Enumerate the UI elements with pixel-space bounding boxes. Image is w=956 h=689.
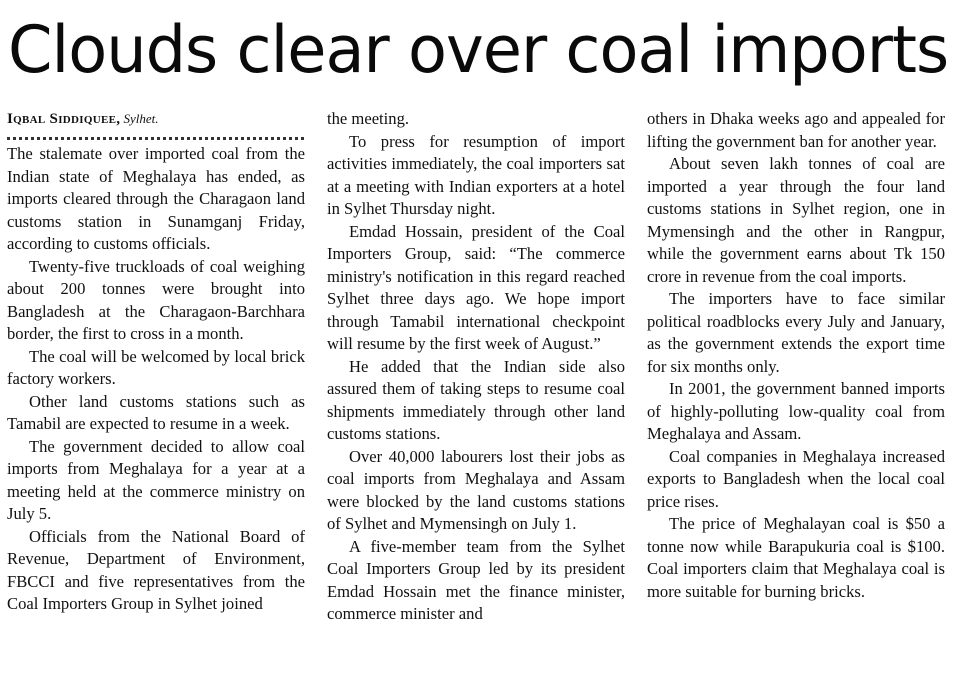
paragraph: Officials from the National Board of Revenue, Department of Environment, FBCCI and five representatives from the Coal Importers Group in Sylhet joined bbox=[7, 526, 305, 613]
paragraph: He added that the Indian side also assured them of taking steps to resume coal shipments immediately through other land customs stations. bbox=[327, 356, 625, 443]
dotted-divider bbox=[7, 130, 304, 140]
article-column-2 bbox=[327, 108, 625, 626]
paragraph: The coal will be welcomed by local brick factory workers. bbox=[7, 346, 305, 388]
paragraph: The importers have to face similar political roadblocks every July and January, as the government extends the export time for six months only. bbox=[647, 289, 945, 376]
paragraph: About seven lakh tonnes of coal are imported a year through the four land customs stations in Sylhet region, one in Mymensingh and the other in Rangpur, while the government earns about Tk 150 crore in revenue from the coal imports. bbox=[647, 154, 945, 286]
paragraph: Coal companies in Meghalaya increased exports to Bangladesh when the local coal price rises. bbox=[647, 446, 945, 511]
paragraph: In 2001, the government banned imports of highly-polluting low-quality coal from Meghalaya and Assam. bbox=[647, 379, 945, 443]
paragraph: Over 40,000 labourers lost their jobs as coal imports from Meghalaya and Assam were blocked by the land customs stations of Sylhet and Mymensingh on July 1. bbox=[327, 446, 625, 533]
article-column-3 bbox=[647, 108, 945, 603]
paragraph: Other land customs stations such as Tamabil are expected to resume in a week. bbox=[7, 391, 305, 433]
paragraph: To press for resumption of import activities immediately, the coal importers sat at a meeting with Indian exporters at a hotel in Sylhet Thursday night. bbox=[327, 131, 625, 218]
paragraph: The government decided to allow coal imports from Meghalaya for a year at a meeting held at the commerce ministry on July 5. bbox=[7, 436, 305, 523]
article-column-1 bbox=[7, 108, 305, 616]
paragraph: Twenty-five truckloads of coal weighing about 200 tonnes were brought into Bangladesh at the Charagaon-Barchhara border, the first to cross in a month. bbox=[7, 256, 305, 343]
paragraph-continued: the meeting. bbox=[327, 109, 410, 128]
paragraph: The price of Meghalayan coal is $50 a tonne now while Barapukuria coal is $100. Coal importers claim that Meghalaya coal is more suitable for burning bricks. bbox=[647, 514, 945, 601]
paragraph: The stalemate over imported coal from the Indian state of Meghalaya has ended, as imports cleared through the Charagaon land customs station in Sunamganj Friday, according to customs officials. bbox=[7, 144, 305, 253]
byline bbox=[7, 108, 305, 130]
paragraph-continued: others in Dhaka weeks ago and appealed for lifting the government ban for another year. bbox=[647, 109, 945, 151]
paragraph: Emdad Hossain, president of the Coal Importers Group, said: “The commerce ministry's notification in this regard reached Sylhet three days ago. We hope import through Tamabil international checkpoint will resume by the first week of August.” bbox=[327, 221, 625, 353]
byline-place: Sylhet. bbox=[123, 111, 159, 126]
byline-author: Iqbal Siddiquee, bbox=[7, 111, 121, 127]
headline: Clouds clear over coal imports bbox=[8, 13, 949, 88]
paragraph: A five-member team from the Sylhet Coal Importers Group led by its president Emdad Hossain met the finance minister, commerce minister and bbox=[327, 536, 625, 623]
